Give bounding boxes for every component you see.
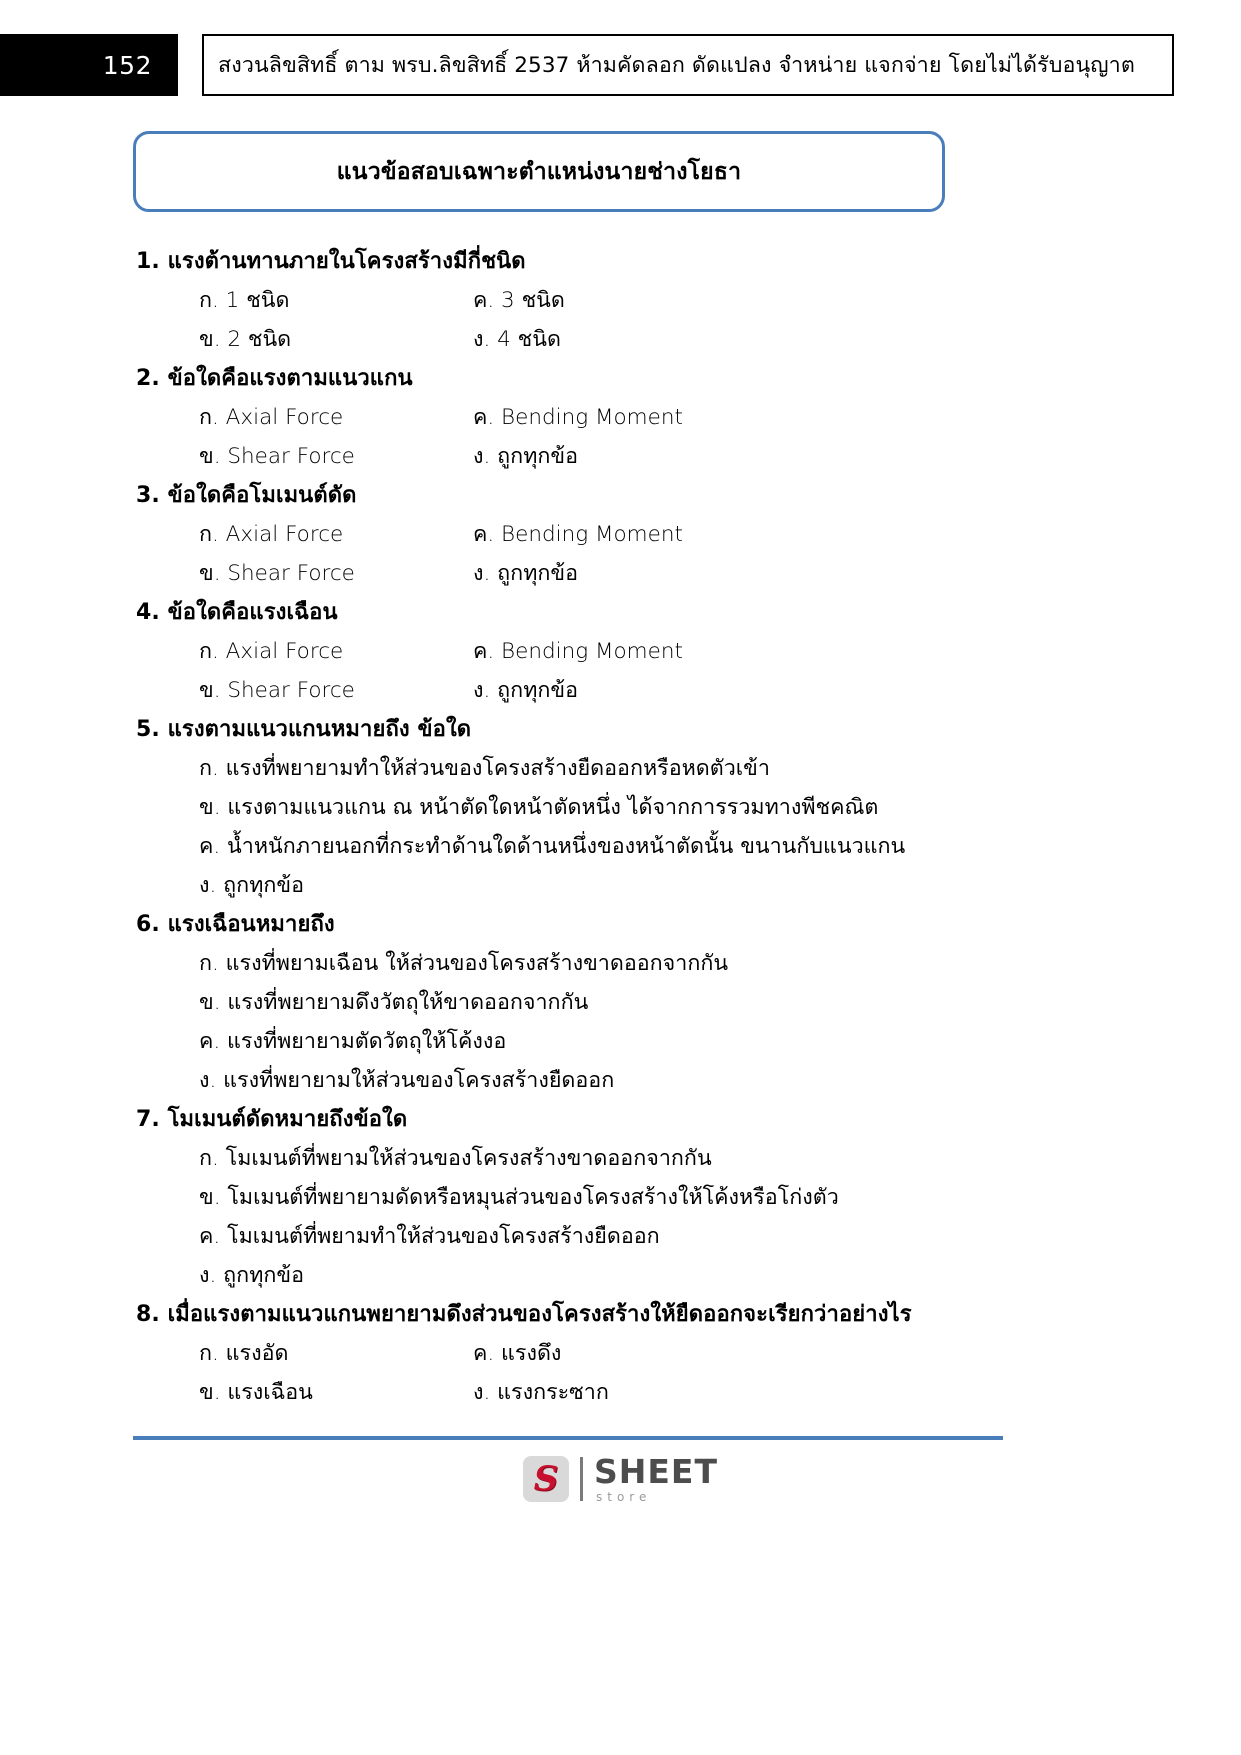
sheet-store-logo-icon	[523, 1456, 569, 1502]
question-text: 8. เมื่อแรงตามแนวแกนพยายามดึงส่วนของโครงสร้างให้ยืดออกจะเรียกว่าอย่างไร	[136, 1302, 912, 1327]
option-choice[interactable]: ค. Bending Moment	[473, 639, 683, 664]
option-choice[interactable]: ก. Axial Force	[199, 639, 344, 664]
option-row	[136, 554, 1116, 593]
question-list	[136, 243, 1116, 1413]
exam-title-box	[133, 131, 945, 212]
logo-wordmark	[594, 1452, 718, 1504]
page-header	[0, 34, 1241, 96]
option-choice[interactable]: ค. น้ำหนักภายนอกที่กระทำด้านใดด้านหนึ่งของหน้าตัดนั้น ขนานกับแนวแกน	[199, 834, 906, 859]
option-choice[interactable]: ก. แรงอัด	[199, 1341, 289, 1366]
question-item	[136, 711, 1116, 905]
question-item	[136, 594, 1116, 710]
answer-options	[136, 1139, 1116, 1295]
question-text: 4. ข้อใดคือแรงเฉือน	[136, 600, 338, 625]
question-text: 5. แรงตามแนวแกนหมายถึง ข้อใด	[136, 717, 472, 742]
question-item	[136, 1296, 1116, 1412]
option-choice[interactable]: ข. 2 ชนิด	[199, 327, 292, 352]
copyright-notice-box: สงวนลิขสิทธิ์ ตาม พรบ.ลิขสิทธิ์ 2537 ห้ามคัดลอก ดัดแปลง จำหน่าย แจกจ่าย โดยไม่ได้รับอนุญาต	[202, 34, 1174, 96]
option-choice[interactable]: ก. 1 ชนิด	[199, 288, 290, 313]
logo-divider	[580, 1457, 583, 1501]
question-item	[136, 243, 1116, 359]
option-choice[interactable]: ง. ถูกทุกข้อ	[473, 561, 579, 586]
option-choice[interactable]: ข. Shear Force	[199, 678, 355, 703]
option-choice[interactable]: ก. โมเมนต์ที่พยามให้ส่วนของโครงสร้างขาดออกจากกัน	[199, 1146, 712, 1171]
option-choice[interactable]: ข. แรงตามแนวแกน ณ หน้าตัดใดหน้าตัดหนึ่ง ได้จากการรวมทางพีชคณิต	[199, 795, 879, 820]
option-choice[interactable]: ง. 4 ชนิด	[473, 327, 561, 352]
answer-options	[136, 944, 1116, 1100]
option-choice[interactable]: ก. แรงที่พยามเฉือน ให้ส่วนของโครงสร้างขาดออกจากกัน	[199, 951, 729, 976]
option-choice[interactable]: ค. Bending Moment	[473, 405, 683, 430]
logo-letter: S	[533, 1459, 559, 1499]
option-choice[interactable]: ข. แรงที่พยายามดึงวัตถุให้ขาดออกจากกัน	[199, 990, 589, 1015]
option-choice[interactable]: ข. Shear Force	[199, 444, 355, 469]
option-row	[136, 671, 1116, 710]
question-item	[136, 1101, 1116, 1295]
answer-options	[136, 398, 1116, 476]
option-choice[interactable]: ข. แรงเฉือน	[199, 1380, 313, 1405]
option-choice[interactable]: ค. 3 ชนิด	[473, 288, 565, 313]
option-choice[interactable]: ง. แรงที่พยายามให้ส่วนของโครงสร้างยืดออก	[199, 1068, 615, 1093]
logo-brand-sub: store	[596, 1490, 652, 1504]
logo-brand-name: SHEET	[594, 1452, 718, 1491]
option-choice[interactable]: ง. ถูกทุกข้อ	[473, 678, 579, 703]
page-number-badge: 152	[0, 34, 178, 96]
option-choice[interactable]: ง. ถูกทุกข้อ	[473, 444, 579, 469]
option-choice[interactable]: ค. โมเมนต์ที่พยามทำให้ส่วนของโครงสร้างยืดออก	[199, 1224, 660, 1249]
answer-options	[136, 1334, 1116, 1412]
footer-logo	[0, 1452, 1241, 1504]
option-row	[136, 515, 1116, 554]
option-choice[interactable]: ข. Shear Force	[199, 561, 355, 586]
answer-options	[136, 749, 1116, 905]
answer-options	[136, 632, 1116, 710]
page-title: แนวข้อสอบเฉพาะตำแหน่งนายช่างโยธา	[336, 158, 742, 185]
option-choice[interactable]: ค. แรงดึง	[473, 1341, 562, 1366]
option-choice[interactable]: ก. Axial Force	[199, 405, 344, 430]
option-row	[136, 1334, 1116, 1373]
option-choice[interactable]: ค. แรงที่พยายามตัดวัตถุให้โค้งงอ	[199, 1029, 507, 1054]
question-text: 6. แรงเฉือนหมายถึง	[136, 912, 335, 937]
option-choice[interactable]: ง. แรงกระซาก	[473, 1380, 609, 1405]
option-choice[interactable]: ข. โมเมนต์ที่พยายามดัดหรือหมุนส่วนของโครงสร้างให้โค้งหรือโก่งตัว	[199, 1185, 839, 1210]
question-text: 7. โมเมนต์ดัดหมายถึงข้อใด	[136, 1107, 408, 1132]
answer-options	[136, 515, 1116, 593]
question-item	[136, 360, 1116, 476]
option-choice[interactable]: ง. ถูกทุกข้อ	[199, 1263, 305, 1288]
question-text: 3. ข้อใดคือโมเมนต์ดัด	[136, 483, 357, 508]
option-row	[136, 1373, 1116, 1412]
option-row	[136, 437, 1116, 476]
option-choice[interactable]: ก. Axial Force	[199, 522, 344, 547]
option-row	[136, 281, 1116, 320]
option-row	[136, 398, 1116, 437]
option-row	[136, 320, 1116, 359]
option-choice[interactable]: ง. ถูกทุกข้อ	[199, 873, 305, 898]
question-text: 1. แรงต้านทานภายในโครงสร้างมีกี่ชนิด	[136, 249, 526, 274]
question-text: 2. ข้อใดคือแรงตามแนวแกน	[136, 366, 413, 391]
option-choice[interactable]: ก. แรงที่พยายามทำให้ส่วนของโครงสร้างยืดออกหรือหดตัวเข้า	[199, 756, 770, 781]
question-item	[136, 906, 1116, 1100]
option-row	[136, 632, 1116, 671]
option-choice[interactable]: ค. Bending Moment	[473, 522, 683, 547]
question-item	[136, 477, 1116, 593]
footer-divider	[133, 1436, 1003, 1440]
answer-options	[136, 281, 1116, 359]
header-spacer	[178, 34, 202, 96]
